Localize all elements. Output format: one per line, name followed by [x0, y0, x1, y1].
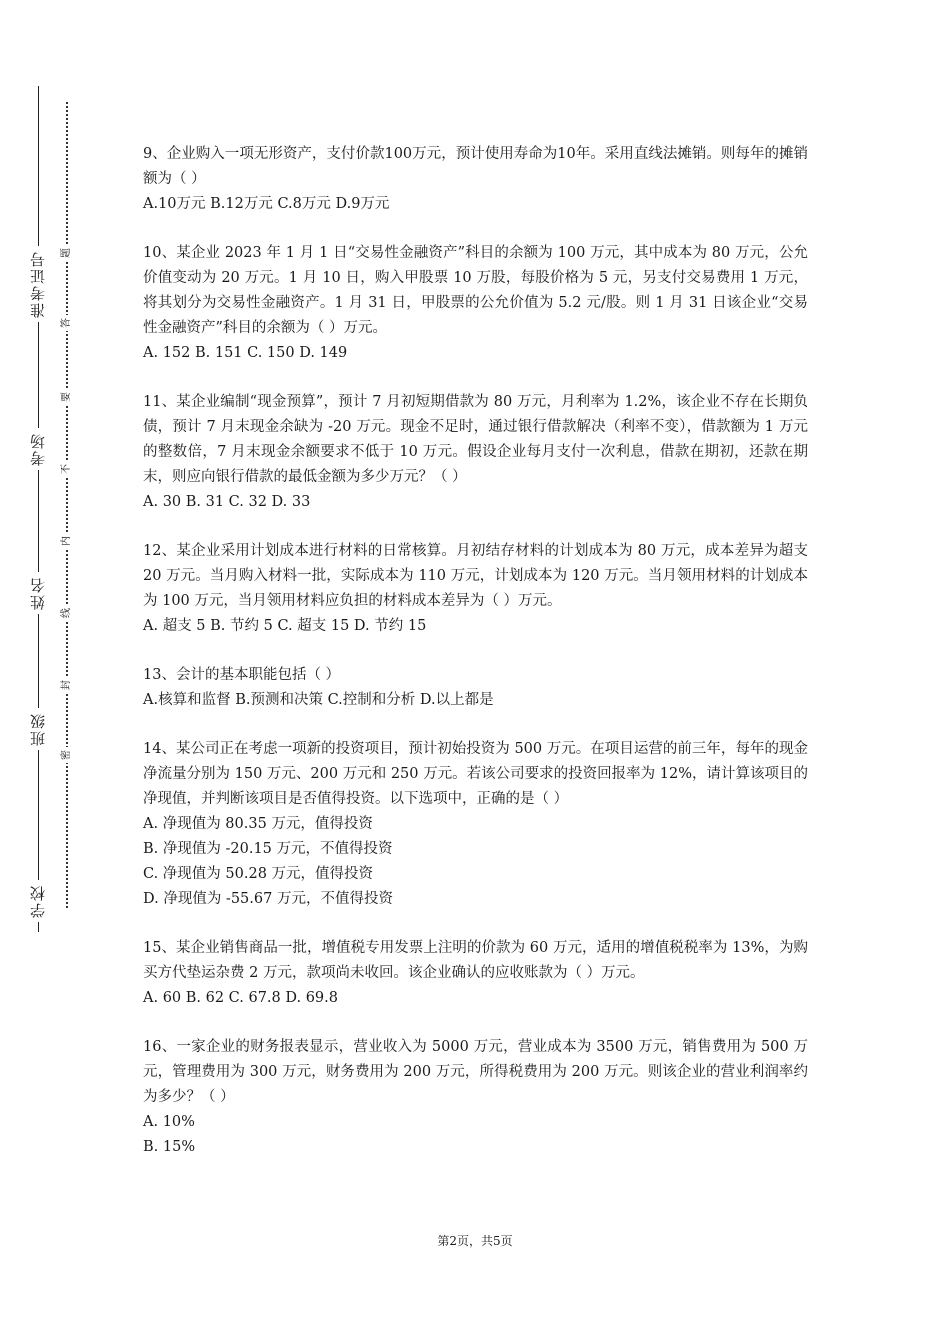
seal-char: 内 — [58, 533, 76, 549]
question-stem: 16、一家企业的财务报表显示，营业收入为 5000 万元，营业成本为 3500 万元，销售费用为 500 万元，管理费用为 300 万元，财务费用为 200 万元，所得税费用为 200 万元。则该企业的营业利润率约为多少？（ ） — [143, 1039, 808, 1105]
question-options: A. 30 B. 31 C. 32 D. 33 — [143, 494, 311, 510]
option-c: C. 净现值为 50.28 万元，值得投资 — [143, 866, 374, 882]
question-16 — [143, 1035, 808, 1160]
name-label: 姓名 — [20, 572, 56, 614]
question-list — [143, 142, 808, 1184]
seal-char: 封 — [58, 677, 76, 693]
question-options: A. 超支 5 B. 节约 5 C. 超支 15 D. 节约 15 — [143, 618, 427, 634]
question-stem: 14、某公司正在考虑一项新的投资项目，预计初始投资为 500 万元。在项目运营的前三年，每年的现金净流量分别为 150 万元、200 万元和 250 万元。若该公司要求的投资回报率为 12%，请计算该项目的净现值，并判断该项目是否值得投资。以下选项中，正确的是（ ） — [143, 741, 808, 807]
question-stem: 10、某企业 2023 年 1 月 1 日“交易性金融资产”科目的余额为 100 万元，其中成本为 80 万元，公允价值变动为 20 万元。1 月 10 日，购入甲股票 10 万股，每股价格为 5 元，另支付交易费用 1 万元，将其划分为交易性金融资产。1 月 31 日，甲股票的公允价值为 5.2 元/股。则 1 月 31 日该企业“交易性金融资产”科目的余额为（ ）万元。 — [143, 245, 808, 336]
question-12 — [143, 539, 808, 639]
option-a: A. 净现值为 80.35 万元，值得投资 — [143, 816, 373, 832]
page-footer: 第2页，共5页 — [437, 1234, 513, 1248]
question-stem: 15、某企业销售商品一批，增值税专用发票上注明的价款为 60 万元，适用的增值税税率为 13%，为购买方代垫运杂费 2 万元，款项尚未收回。该企业确认的应收账款为（ ）万元。 — [143, 940, 808, 981]
question-options: A. 152 B. 151 C. 150 D. 149 — [143, 345, 348, 361]
question-11 — [143, 390, 808, 515]
binding-solid-line — [38, 86, 39, 932]
question-options: A.核算和监督 B.预测和决策 C.控制和分析 D.以上都是 — [143, 692, 494, 708]
question-stem: 12、某企业采用计划成本进行材料的日常核算。月初结存材料的计划成本为 80 万元，成本差异为超支 20 万元。当月购入材料一批，实际成本为 110 万元，计划成本为 120 万元。当月领用材料的计划成本为 100 万元，当月领用材料应负担的材料成本差异为（ ）万元。 — [143, 543, 808, 609]
question-9 — [143, 142, 808, 217]
seal-char: 答 — [58, 315, 76, 331]
seal-dotted-line — [66, 102, 68, 908]
option-b: B. 净现值为 -20.15 万元，不值得投资 — [143, 841, 393, 857]
question-13 — [143, 663, 808, 713]
option-b: B. 15% — [143, 1139, 196, 1155]
class-label: 班级 — [20, 708, 56, 750]
question-stem: 11、某企业编制“现金预算”，预计 7 月初短期借款为 80 万元，月利率为 1.2%，该企业不存在长期负债，预计 7 月末现金余缺为 -20 万元。现金不足时，通过银行借款解决（利率不变），借款额为 1 万元的整数倍，7 月末现金余额要求不低于 10 万元。假设企业每月支付一次利息，借款在期初，还款在期末，则应向银行借款的最低金额为多少万元？（ ） — [143, 394, 808, 485]
question-15 — [143, 936, 808, 1011]
seal-char: 不 — [58, 461, 76, 477]
question-options: A.10万元 B.12万元 C.8万元 D.9万元 — [143, 196, 390, 212]
question-stem: 9、企业购入一项无形资产，支付价款100万元，预计使用寿命为10年。采用直线法摊销。则每年的摊销额为（ ） — [143, 146, 808, 187]
seal-char: 要 — [58, 389, 76, 405]
exam-number-label: 准考证号 — [20, 246, 56, 322]
seal-char: 线 — [58, 605, 76, 621]
option-a: A. 10% — [143, 1114, 195, 1130]
question-stem: 13、会计的基本职能包括（ ） — [143, 667, 341, 683]
option-d: D. 净现值为 -55.67 万元，不值得投资 — [143, 891, 393, 907]
question-options: A. 60 B. 62 C. 67.8 D. 69.8 — [143, 990, 338, 1006]
binding-margin — [0, 0, 120, 1344]
question-14 — [143, 737, 808, 912]
school-label: 学校 — [20, 880, 56, 922]
question-10 — [143, 241, 808, 366]
seal-char: 密 — [58, 747, 76, 763]
exam-room-label: 考场 — [20, 428, 56, 470]
seal-char: 题 — [58, 245, 76, 261]
